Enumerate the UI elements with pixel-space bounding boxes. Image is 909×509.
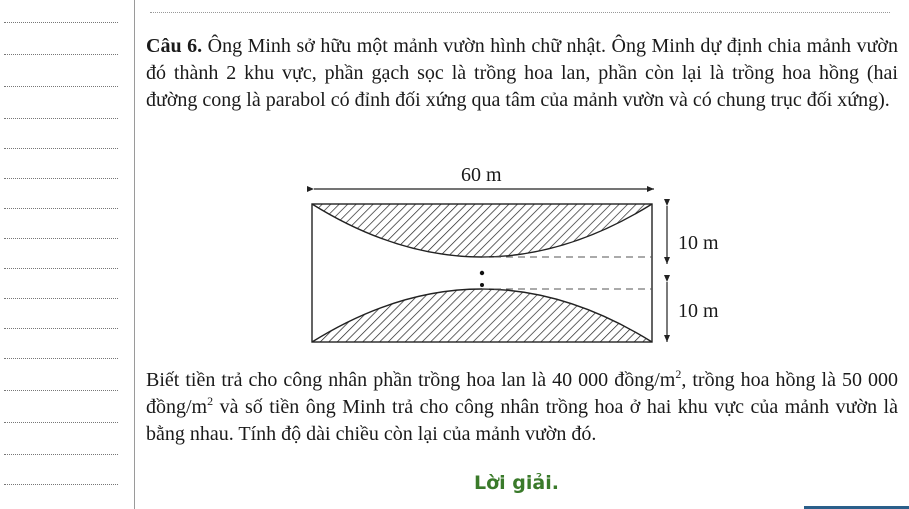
garden-figure: [298, 160, 738, 350]
cost-statement: [146, 367, 898, 448]
note-line: [4, 208, 118, 209]
note-line: [4, 238, 118, 239]
problem-statement: [146, 33, 898, 114]
center-point: [480, 271, 484, 275]
problem-intro: Ông Minh sở hữu một mảnh vườn hình chữ nhật. Ông Minh dự định chia mảnh vườn đó thành 2 khu vực, phần gạch sọc là trồng hoa lan, phần còn lại là trồng hoa hồng (hai đường cong là parabol có đỉnh đối xứng qua tâm của mảnh vườn và có chung trục đối xứng).: [146, 35, 898, 111]
note-line: [4, 22, 118, 23]
note-line: [4, 268, 118, 269]
note-line: [4, 178, 118, 179]
top-rule: [150, 12, 890, 13]
cost-text-2: , trồng hoa hồng là 50 000 đồng/m: [146, 369, 899, 418]
note-line: [4, 484, 118, 485]
note-line: [4, 358, 118, 359]
height-label-top: 10 m: [678, 232, 719, 254]
note-line: [4, 86, 118, 87]
note-line: [4, 422, 118, 423]
cost-text-1: Biết tiền trả cho công nhân phần trồng hoa lan là 40 000 đồng/m: [146, 369, 676, 391]
solution-heading: Lời giải.: [474, 472, 559, 494]
exponent-1: 2: [675, 367, 682, 381]
note-line: [4, 454, 118, 455]
garden-diagram: [298, 160, 738, 350]
note-line: [4, 118, 118, 119]
note-line: [4, 54, 118, 55]
width-label: 60 m: [461, 164, 502, 186]
exponent-2: 2: [207, 394, 214, 408]
note-line: [4, 328, 118, 329]
vertex-point-bottom: [480, 283, 484, 287]
note-line: [4, 298, 118, 299]
problem-number: Câu 6.: [146, 35, 203, 57]
height-label-bottom: 10 m: [678, 300, 719, 322]
note-line: [4, 148, 118, 149]
notes-margin: [0, 0, 135, 509]
note-line: [4, 390, 118, 391]
cost-text-3: và số tiền ông Minh trả cho công nhân trồng hoa ở hai khu vực của mảnh vườn là bằng nhau. Tính độ dài chiều còn lại của mảnh vườn đó.: [146, 396, 898, 445]
